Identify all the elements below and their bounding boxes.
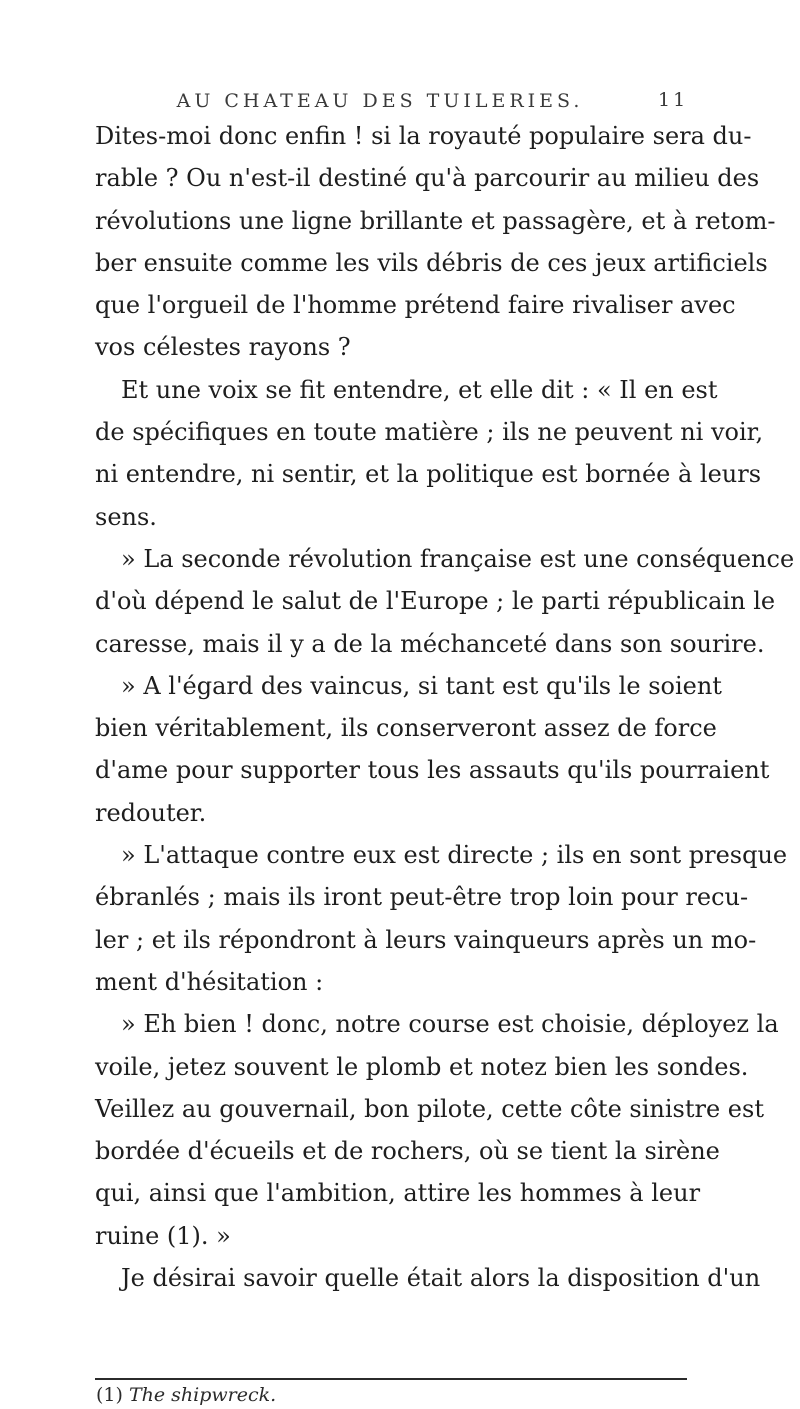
text-line: d'où dépend le salut de l'Europe ; le parti républicain le — [95, 587, 776, 616]
text-line: rable ? Ou n'est-il destiné qu'à parcourir au milieu des — [95, 164, 760, 193]
text-line: Veillez au gouvernail, bon pilote, cette côte sinistre est — [95, 1094, 764, 1123]
text-line: Et une voix se fit entendre, et elle dit : « Il en est — [121, 375, 718, 404]
text-line: Je désirai savoir quelle était alors la disposition d'un — [121, 1264, 761, 1293]
text-line: qui, ainsi que l'ambition, attire les hommes à leur — [95, 1179, 701, 1208]
text-line: ber ensuite comme les vils débris de ces jeux artificiels — [95, 248, 768, 277]
text-line: » La seconde révolution française est une conséquence — [121, 544, 795, 573]
text-line: ébranlés ; mais ils iront peut-être trop loin pour recu- — [95, 883, 749, 912]
text-line: caresse, mais il y a de la méchanceté dans son sourire. — [95, 629, 765, 658]
text-line: vos célestes rayons ? — [95, 333, 351, 362]
text-line: » A l'égard des vaincus, si tant est qu'ils le soient — [121, 671, 722, 700]
text-line: sens. — [95, 502, 157, 531]
text-line: » Eh bien ! donc, notre course est choisie, déployez la — [121, 1010, 779, 1039]
text-line: bordée d'écueils et de rochers, où se tient la sirène — [95, 1137, 720, 1166]
page-number: 11 — [658, 89, 689, 111]
text-line: redouter. — [95, 798, 207, 827]
text-line: ruine (1). » — [95, 1221, 231, 1250]
text-line: voile, jetez souvent le plomb et notez bien les sondes. — [95, 1052, 749, 1081]
text-line: bien véritablement, ils conserveront assez de force — [95, 714, 717, 743]
text-line: ment d'hésitation : — [95, 967, 324, 996]
text-line: de spécifiques en toute matière ; ils ne peuvent ni voir, — [95, 418, 764, 447]
running-head: AU CHATEAU DES TUILERIES. — [176, 90, 584, 112]
footnote-marker: (1) — [96, 1384, 123, 1406]
footnote-text: The shipwreck. — [128, 1384, 277, 1406]
text-line: ni entendre, ni sentir, et la politique est bornée à leurs — [95, 460, 762, 489]
footnote — [96, 1384, 276, 1406]
text-line: d'ame pour supporter tous les assauts qu'ils pourraient — [95, 756, 770, 785]
text-line: Dites-moi donc enfin ! si la royauté populaire sera du- — [95, 122, 752, 150]
text-line: que l'orgueil de l'homme prétend faire rivaliser avec — [95, 291, 736, 320]
text-line: révolutions une ligne brillante et passagère, et à retom- — [95, 206, 776, 235]
footnote-rule — [95, 1378, 687, 1380]
text-line: » L'attaque contre eux est directe ; ils en sont presque — [121, 841, 788, 870]
text-line: ler ; et ils répondront à leurs vainqueurs après un mo- — [95, 925, 757, 954]
body-text — [95, 115, 795, 1299]
